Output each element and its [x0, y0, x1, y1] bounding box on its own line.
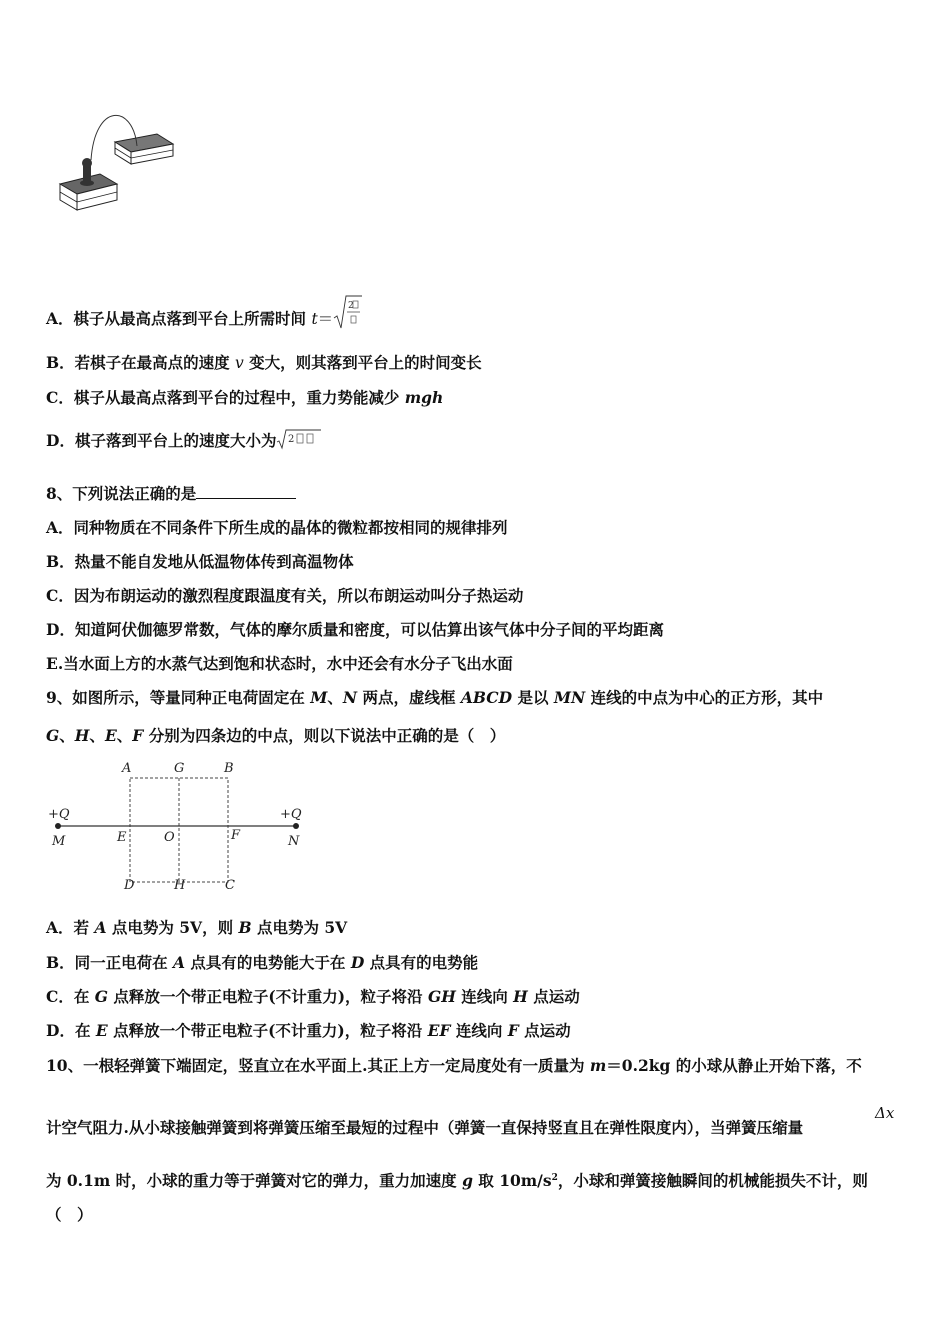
q9-d-3: 连线向 [450, 1021, 508, 1040]
q9-var-mn: MN [553, 688, 586, 707]
label-e: E [117, 830, 127, 845]
q7-option-a [46, 292, 363, 332]
q7-c-text: C．棋子从最高点落到平台的过程中，重力势能减少 [46, 388, 405, 407]
q9-a-var-b: B [238, 918, 252, 937]
q10-answer-paren: （ ） [46, 1205, 93, 1224]
q9-sep-4: 、 [116, 726, 133, 745]
q7-b-text-2: 变大，则其落到平台上的时间变长 [243, 353, 482, 372]
q9-sep: 、 [327, 688, 343, 707]
q9-sep-2: 、 [59, 726, 75, 745]
q7-var-v: v [235, 354, 244, 372]
q7-a-sqrt-num: 2 [348, 301, 354, 311]
q10-line3-2: 取 10m/s [472, 1171, 552, 1191]
q9-var-f: F [132, 726, 144, 745]
q9-a-1: A．若 [46, 918, 95, 937]
q7-option-a-text: A．棋子从最高点落到平台上所需时间 [46, 309, 312, 328]
q9-var-m: M [310, 688, 328, 707]
q8-stem-text: 8、下列说法正确的是 [46, 484, 197, 503]
q7-d-sqrt-num: 2 [288, 434, 295, 445]
q9-d-var-f: F [507, 1021, 519, 1040]
q9-var-e: E [104, 726, 117, 745]
q9-var-h: H [74, 726, 90, 745]
label-n: N [288, 834, 300, 849]
q8-option-a: A．同种物质在不同条件下所生成的晶体的微粒都按相同的规律排列 [46, 518, 508, 537]
q10-line3-3: ，小球和弹簧接触瞬间的机械能损失不计，则 [557, 1171, 868, 1191]
charges-square-figure [44, 756, 314, 896]
chess-jump-figure [55, 112, 180, 217]
q9-option-a [46, 918, 347, 938]
label-g: G [174, 761, 185, 776]
q9-b-1: B．同一正电荷在 [46, 953, 173, 972]
q9-var-g: G [46, 726, 60, 745]
q7-option-d [46, 428, 322, 451]
q7-option-c [46, 388, 443, 408]
q9-sep-3: 、 [89, 726, 105, 745]
q9-d-4: 点运动 [518, 1021, 571, 1040]
q9-stem2-rest: 分别为四条边的中点，则以下说法中正确的是（ ） [143, 726, 506, 745]
q9-stem-line1 [46, 688, 823, 708]
q8-option-c: C．因为布朗运动的激烈程度跟温度有关，所以布朗运动叫分子热运动 [46, 586, 524, 605]
q9-d-2: 点释放一个带正电粒子(不计重力)，粒子将沿 [107, 1021, 428, 1040]
q9-stem-4: 连线的中点为中心的正方形，其中 [585, 688, 824, 707]
label-h: H [174, 878, 186, 893]
sqrt-formula-v [276, 428, 322, 450]
q9-b-3: 点具有的电势能 [364, 953, 479, 972]
q9-option-c [46, 987, 580, 1007]
q8-stem [46, 484, 296, 504]
label-a: A [122, 761, 132, 776]
label-c: C [225, 878, 235, 893]
q9-a-2: 点电势为 5V，则 [106, 918, 239, 937]
q7-d-text: D．棋子落到平台上的速度大小为 [46, 431, 277, 450]
q10-line1 [46, 1056, 862, 1076]
label-m: M [52, 834, 66, 849]
q7-var-t: t [311, 310, 318, 328]
label-o: O [164, 830, 175, 845]
q7-equals: ＝ [317, 310, 334, 328]
q9-c-1: C．在 [46, 987, 95, 1006]
q10-line4 [46, 1205, 93, 1225]
q9-d-var-ef: EF [427, 1021, 451, 1040]
q10-line2-text: 计空气阻力.从小球接触弹簧到将弹簧压缩至最短的过程中（弹簧一直保持竖直且在弹性限度内），当弹簧压缩量 [46, 1118, 804, 1137]
q9-d-var-e: E [95, 1021, 108, 1040]
q8-option-b: B．热量不能自发地从低温物体传到高温物体 [46, 552, 354, 571]
q9-var-n: N [342, 688, 358, 707]
q9-b-2: 点具有的电势能大于在 [185, 953, 351, 972]
q9-stem-1: 9、如图所示，等量同种正电荷固定在 [46, 688, 311, 707]
q8-answer-blank[interactable] [196, 484, 296, 499]
label-b: B [224, 761, 234, 776]
q9-c-var-h: H [513, 987, 528, 1006]
q10-line2 [46, 1118, 803, 1138]
q9-var-abcd: ABCD [460, 688, 513, 707]
q9-c-var-gh: GH [427, 987, 456, 1006]
q7-var-mgh: mgh [404, 388, 444, 407]
q9-option-b [46, 953, 478, 973]
q10-delta-x: Δx [875, 1104, 895, 1122]
q10-line1-2: ＝0.2kg 的小球从静止开始下落，不 [606, 1056, 862, 1075]
q8-option-d: D．知道阿伏伽德罗常数，气体的摩尔质量和密度，可以估算出该气体中分子间的平均距离 [46, 620, 664, 639]
q9-stem-3: 是以 [512, 688, 554, 707]
label-d: D [124, 878, 135, 893]
q9-stem-line2 [46, 726, 505, 746]
q9-d-1: D．在 [46, 1021, 96, 1040]
label-plusq-right: +Q [280, 807, 302, 822]
q9-b-var-d: D [350, 953, 365, 972]
q10-line1-1: 10、一根轻弹簧下端固定，竖直立在水平面上.其正上方一定局度处有一质量为 [46, 1056, 590, 1075]
q10-var-m: m [589, 1056, 607, 1075]
q10-line3 [46, 1168, 868, 1191]
q9-b-var-a: A [173, 953, 186, 972]
q7-option-b [46, 353, 482, 373]
q9-c-2: 点释放一个带正电粒子(不计重力)，粒子将沿 [107, 987, 428, 1006]
q9-a-var-a: A [94, 918, 107, 937]
q9-c-var-g: G [94, 987, 108, 1006]
q9-a-3: 点电势为 5V [251, 918, 348, 937]
sqrt-formula-t [333, 292, 363, 332]
q10-sup-2: 2 [551, 1173, 558, 1183]
q8-option-e: E.当水面上方的水蒸气达到饱和状态时，水中还会有水分子飞出水面 [46, 654, 513, 673]
q7-b-text-1: B．若棋子在最高点的速度 [46, 353, 235, 372]
label-plusq-left: +Q [48, 807, 70, 822]
q9-c-4: 点运动 [527, 987, 580, 1006]
q10-var-g: g [462, 1171, 473, 1191]
q9-option-d [46, 1021, 571, 1041]
q9-stem-2: 两点，虚线框 [357, 688, 461, 707]
q10-line3-1: 为 0.1m 时，小球的重力等于弹簧对它的弹力，重力加速度 [46, 1171, 463, 1191]
q9-c-3: 连线向 [455, 987, 514, 1006]
label-f: F [231, 828, 241, 843]
